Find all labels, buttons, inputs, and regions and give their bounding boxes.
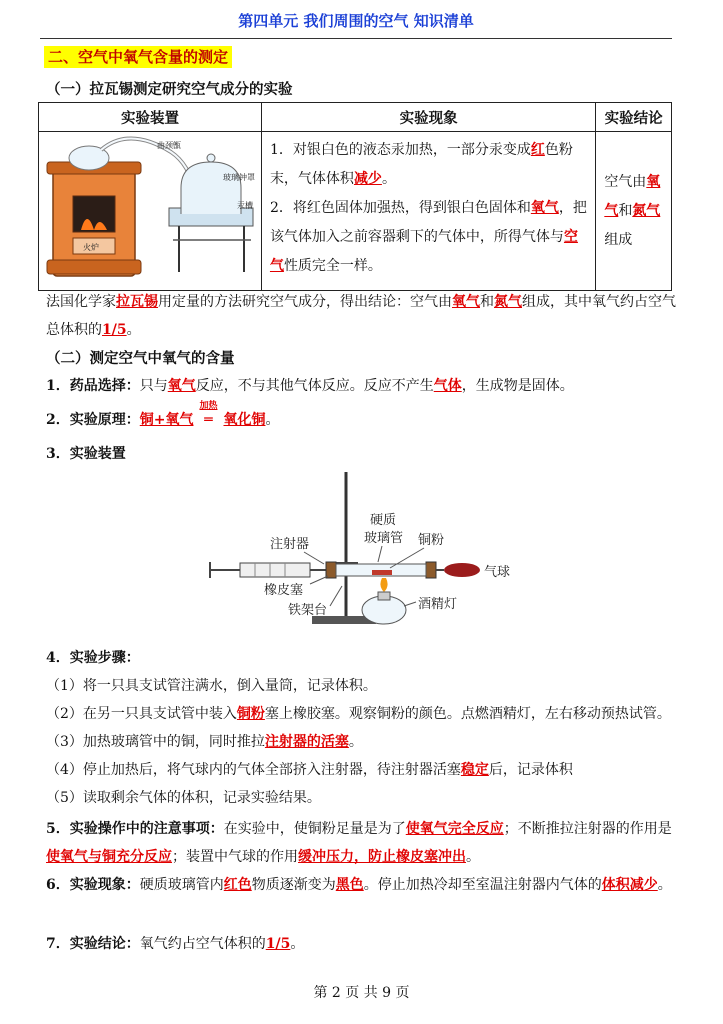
answer-fraction: 1/5 bbox=[265, 936, 291, 952]
item-text: 。 bbox=[657, 877, 672, 893]
answer-red: 红 bbox=[530, 142, 545, 158]
item-reagent-selection bbox=[46, 376, 676, 396]
answer-oxygen: 氧气 bbox=[167, 378, 196, 394]
answer-decrease: 减少 bbox=[353, 171, 382, 187]
item-label: 7．实验结论： bbox=[46, 936, 140, 952]
answer-react-with-copper: 使氧气与铜充分反应 bbox=[46, 849, 172, 865]
item-text: 。 bbox=[466, 849, 480, 865]
item-text: 反应，不与其他气体反应。反应不产生 bbox=[195, 378, 434, 394]
lavoisier-summary bbox=[46, 288, 676, 344]
label-glass-tube-1: 硬质 bbox=[370, 513, 397, 528]
item-steps bbox=[46, 648, 676, 668]
answer-copper-powder: 铜粉 bbox=[236, 706, 265, 722]
answer-air: 空气 bbox=[269, 229, 578, 274]
answer-nitrogen: 氮气 bbox=[632, 202, 661, 219]
phenomenon-text: 性质完全一样。 bbox=[283, 258, 382, 274]
table-header-row bbox=[39, 103, 672, 132]
lavoisier-phenomenon-cell bbox=[261, 132, 595, 291]
answer-oxygen: 氧气 bbox=[604, 173, 661, 219]
item-text: ；装置中气球的作用 bbox=[172, 849, 298, 865]
item-text: ；不断推拉注射器的作用是 bbox=[503, 821, 672, 837]
page-header-title: 第四单元 我们周围的空气 知识清单 bbox=[238, 12, 474, 30]
page-footer: 第 2 页 共 9 页 bbox=[313, 985, 410, 1001]
answer-nitrogen: 氮气 bbox=[494, 294, 522, 310]
reaction-arrow: 加热 ═ bbox=[193, 410, 223, 430]
lavoisier-apparatus-illustration bbox=[39, 132, 259, 286]
conclusion-text: 空气由 bbox=[604, 173, 647, 190]
subsection-title-2: （二）测定空气中氧气的含量 bbox=[46, 351, 235, 367]
copper-oxygen-apparatus-diagram bbox=[200, 466, 520, 636]
conclusion-text: 组成 bbox=[604, 231, 633, 248]
summary-text: 和 bbox=[480, 294, 494, 310]
item-precautions bbox=[46, 815, 676, 871]
item-principle bbox=[46, 401, 676, 430]
answer-red-color: 红色 bbox=[223, 877, 252, 893]
label-furnace: 火炉 bbox=[83, 243, 99, 252]
step-text: 。 bbox=[348, 734, 363, 750]
answer-oxygen: 氧气 bbox=[452, 294, 480, 310]
step-text: 后，记录体积 bbox=[488, 762, 573, 778]
table-header-phenomenon: 实验现象 bbox=[261, 103, 595, 132]
step-text: （1）将一只具支试管注满水，倒入量筒，记录体积。 bbox=[46, 678, 377, 694]
reaction-condition: 加热 bbox=[199, 401, 218, 411]
answer-fraction: 1/5 bbox=[102, 322, 127, 338]
phenomenon-text: 。 bbox=[381, 171, 396, 187]
step-text: （5）读取剩余气体的体积，记录实验结果。 bbox=[46, 790, 321, 806]
answer-buffer-pressure: 缓冲压力，防止橡皮塞冲出 bbox=[298, 849, 466, 865]
step-text: 塞上橡胶塞。观察铜粉的颜色。点燃酒精灯，左右移动预热试管。 bbox=[264, 706, 671, 722]
phenomenon-text: ，把该气体加入之前容器剩下的气体中，所得气体与 bbox=[269, 200, 587, 245]
label-copper-powder: 铜粉 bbox=[418, 533, 445, 548]
table-row bbox=[39, 132, 672, 291]
step-5 bbox=[46, 788, 676, 808]
conclusion-text: 和 bbox=[618, 202, 633, 219]
step-text: （4）停止加热后，将气球内的气体全部挤入注射器，待注射器活塞 bbox=[46, 762, 461, 778]
summary-text: 法国化学家 bbox=[46, 294, 116, 310]
answer-volume-decrease: 体积减少 bbox=[601, 877, 658, 893]
item-text: 只与 bbox=[139, 378, 168, 394]
step-4 bbox=[46, 760, 676, 780]
answer-product: 氧化铜 bbox=[223, 412, 266, 428]
item-text: 。 bbox=[265, 412, 280, 428]
item-label: 6．实验现象： bbox=[46, 877, 140, 893]
phenomenon-text: 1．对银白色的液态汞加热，一部分汞变成 bbox=[269, 142, 531, 158]
step-3 bbox=[46, 732, 676, 752]
phenomenon-text: 2．将红色固体加强热，得到银白色固体和 bbox=[269, 200, 531, 216]
lavoisier-apparatus-cell bbox=[39, 132, 262, 291]
item-apparatus bbox=[46, 444, 676, 464]
lavoisier-conclusion-cell bbox=[596, 132, 672, 291]
label-alcohol-lamp: 酒精灯 bbox=[418, 597, 458, 612]
page-header bbox=[40, 8, 672, 39]
step-2 bbox=[46, 704, 676, 724]
answer-stable: 稳定 bbox=[460, 762, 489, 778]
item-label: 5．实验操作中的注意事项： bbox=[46, 821, 224, 837]
item-text: 氧气约占空气体积的 bbox=[139, 936, 266, 952]
answer-oxygen: 氧气 bbox=[530, 200, 559, 216]
lavoisier-experiment-table bbox=[38, 102, 672, 291]
item-label: 4．实验步骤： bbox=[46, 650, 140, 666]
label-syringe: 注射器 bbox=[270, 537, 310, 552]
label-balloon: 气球 bbox=[484, 565, 511, 580]
item-text: 。停止加热冷却至室温注射器内气体的 bbox=[363, 877, 602, 893]
item-phenomenon bbox=[46, 871, 676, 899]
subsection-title-1: （一）拉瓦锡测定研究空气成分的实验 bbox=[46, 82, 293, 98]
label-iron-stand: 铁架台 bbox=[288, 603, 328, 618]
answer-reactants: 铜+氧气 bbox=[139, 412, 194, 428]
table-header-conclusion: 实验结论 bbox=[596, 103, 672, 132]
item-text: 。 bbox=[290, 936, 305, 952]
item-text: 硬质玻璃管内 bbox=[139, 877, 224, 893]
step-text: （3）加热玻璃管中的铜，同时推拉 bbox=[46, 734, 265, 750]
label-mercury-trough: 汞槽 bbox=[237, 201, 253, 210]
label-glass-tube-2: 玻璃管 bbox=[364, 531, 404, 546]
item-label: 2．实验原理： bbox=[46, 412, 140, 428]
summary-text: 。 bbox=[126, 322, 141, 338]
label-retort: 曲颈甑 bbox=[157, 141, 181, 150]
item-text: 在实验中，使铜粉足量是为了 bbox=[223, 821, 406, 837]
answer-black-color: 黑色 bbox=[335, 877, 364, 893]
summary-text: 用定量的方法研究空气成分，得出结论：空气由 bbox=[158, 294, 452, 310]
label-bell-jar: 玻璃钟罩 bbox=[223, 173, 255, 182]
item-conclusion bbox=[46, 934, 676, 954]
answer-react-oxygen-fully: 使氧气完全反应 bbox=[405, 821, 504, 837]
item-label: 1．药品选择： bbox=[46, 378, 140, 394]
answer-gas: 气体 bbox=[433, 378, 462, 394]
phenomenon-text: 色粉末，气体体积 bbox=[269, 142, 573, 187]
label-rubber-stopper: 橡皮塞 bbox=[264, 583, 304, 598]
item-text: ，生成物是固体。 bbox=[461, 378, 574, 394]
step-text: （2）在另一只具支试管中装入 bbox=[46, 706, 237, 722]
item-text: 物质逐渐变为 bbox=[251, 877, 336, 893]
table-header-apparatus: 实验装置 bbox=[39, 103, 262, 132]
section-title: 二、空气中氧气含量的测定 bbox=[44, 46, 232, 68]
summary-text: 组成，其中氧气约占空气总体积的 bbox=[46, 294, 676, 338]
item-label: 3．实验装置 bbox=[46, 446, 126, 462]
answer-lavoisier: 拉瓦锡 bbox=[116, 294, 158, 310]
answer-syringe-piston: 注射器的活塞 bbox=[264, 734, 349, 750]
step-1 bbox=[46, 676, 676, 696]
